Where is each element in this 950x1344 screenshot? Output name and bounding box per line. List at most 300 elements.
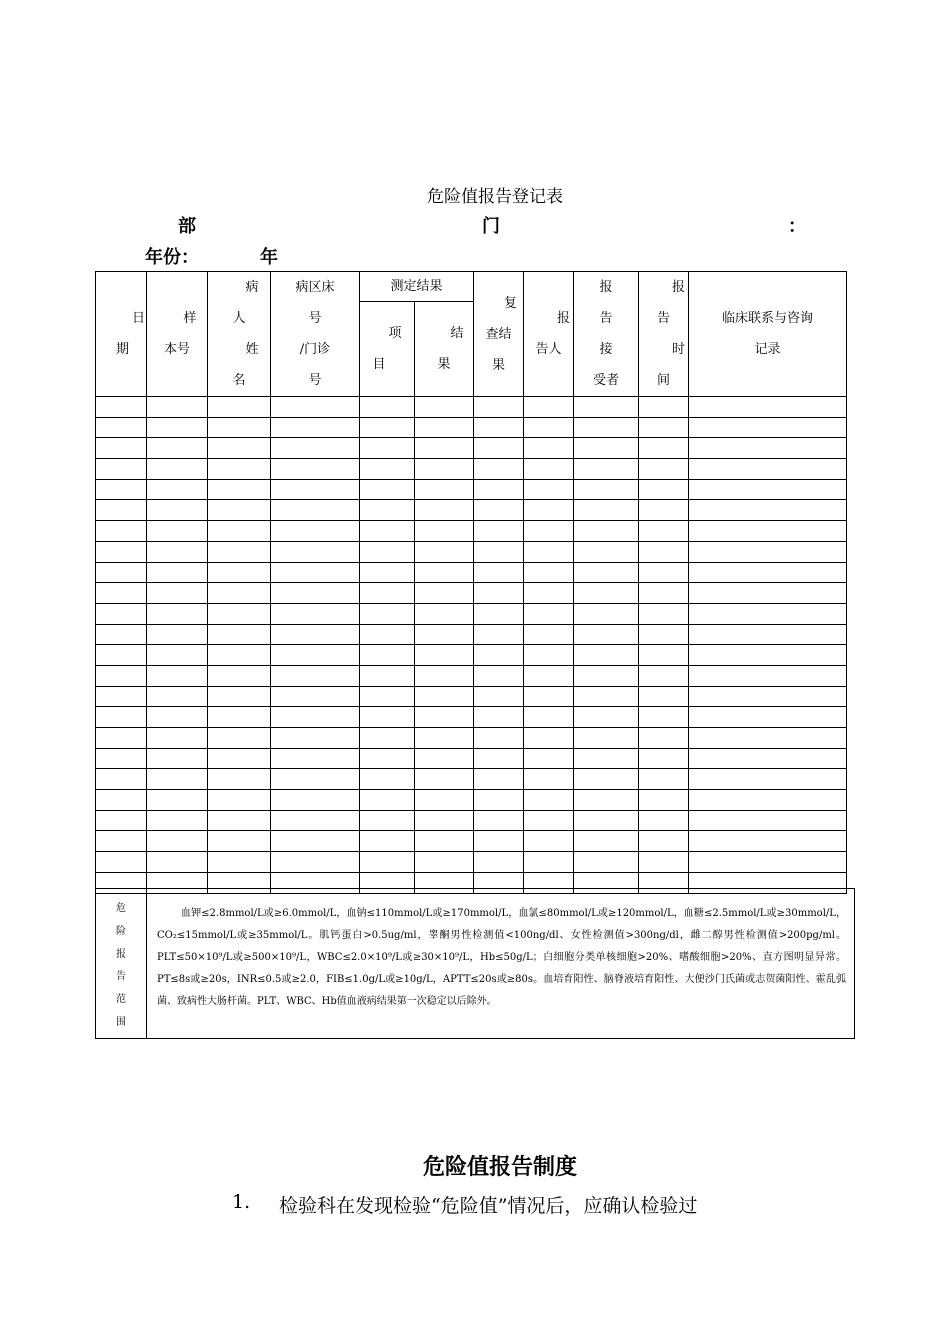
table-cell[interactable] (360, 603, 415, 624)
table-cell[interactable] (147, 397, 208, 418)
table-cell[interactable] (147, 603, 208, 624)
table-cell[interactable] (474, 728, 524, 749)
table-cell[interactable] (639, 769, 689, 790)
table-cell[interactable] (360, 500, 415, 521)
table-row (96, 459, 847, 480)
table-cell[interactable] (415, 479, 474, 500)
table-cell[interactable] (639, 624, 689, 645)
table-cell[interactable] (208, 769, 271, 790)
table-cell[interactable] (474, 665, 524, 686)
table-cell[interactable] (524, 665, 574, 686)
table-cell[interactable] (689, 479, 847, 500)
table-cell[interactable] (271, 521, 360, 542)
range-label-char: 报 (116, 948, 126, 960)
table-cell[interactable] (415, 459, 474, 480)
table-cell[interactable] (415, 831, 474, 852)
table-cell[interactable] (96, 790, 147, 811)
table-cell[interactable] (271, 541, 360, 562)
table-cell[interactable] (639, 583, 689, 604)
year-label: 年份： (145, 247, 199, 268)
table-row (96, 728, 847, 749)
table-cell[interactable] (689, 603, 847, 624)
table-cell[interactable] (574, 686, 639, 707)
table-cell[interactable] (415, 603, 474, 624)
table-cell[interactable] (574, 748, 639, 769)
dept-label-2: 门 (482, 216, 500, 237)
table-cell[interactable] (147, 541, 208, 562)
table-cell[interactable] (474, 686, 524, 707)
table-cell[interactable] (689, 831, 847, 852)
table-row (96, 852, 847, 873)
table-cell[interactable] (360, 748, 415, 769)
danger-range-text: 血钾≤2.8mmol/L或≥6.0mmol/L，血钠≤110mmol/L或≥170mmol/L，血氯≤80mmol/L或≥120mmol/L，血糖≤2.5mmol/L或≥30mmol/L，CO₂≤15mmol/L或≥35mmol/L。肌钙蛋白>0.5ug/ml，睾酮男性检测值<100ng/dl、女性检测值>300ng/dl，雌二醇男性检测值>200pg/ml。PLT≤50×10⁹/L或≥500×10⁹/L，WBC≤2.0×10⁹/L或≥30×10⁹/L，Hb≤50g/L；白细胞分类单核细胞>20%、嗜酸细胞>20%、直方图明显异常。PT≤8s或≥20s，INR≤0.5或≥2.0，FIB≤1.0g/L或≥10g/L，APTT≤20s或≥80s。血培育阳性、脑脊液培育阳性、大便沙门氏菌或志贺菌阳性、霍乱弧菌、致病性大肠杆菌。PLT、WBC、Hb值血液病结果第一次稳定以后除外。 (157, 908, 846, 1007)
table-cell[interactable] (524, 852, 574, 873)
table-cell[interactable] (415, 624, 474, 645)
table-cell[interactable] (415, 665, 474, 686)
table-cell[interactable] (574, 645, 639, 666)
table-cell[interactable] (271, 728, 360, 749)
table-cell[interactable] (474, 810, 524, 831)
table-cell[interactable] (360, 852, 415, 873)
danger-range-box (95, 888, 855, 1039)
table-cell[interactable] (208, 521, 271, 542)
table-cell[interactable] (208, 459, 271, 480)
table-cell[interactable] (415, 686, 474, 707)
table-cell[interactable] (689, 810, 847, 831)
header-time: 报 告 时 间 (639, 272, 689, 397)
table-cell[interactable] (147, 521, 208, 542)
table-cell[interactable] (639, 686, 689, 707)
danger-range-label (96, 889, 147, 1038)
table-cell[interactable] (689, 541, 847, 562)
table-cell[interactable] (524, 521, 574, 542)
table-row (96, 686, 847, 707)
table-cell[interactable] (271, 417, 360, 438)
table-cell[interactable] (271, 831, 360, 852)
table-cell[interactable] (574, 707, 639, 728)
dept-label-1: 部 (178, 216, 196, 237)
table-cell[interactable] (524, 417, 574, 438)
table-cell[interactable] (208, 583, 271, 604)
table-cell[interactable] (689, 769, 847, 790)
table-cell[interactable] (271, 645, 360, 666)
header-patient: 病 人 姓 名 (208, 272, 271, 397)
table-cell[interactable] (574, 562, 639, 583)
table-cell[interactable] (208, 438, 271, 459)
table-cell[interactable] (689, 728, 847, 749)
table-cell[interactable] (271, 459, 360, 480)
table-cell[interactable] (208, 810, 271, 831)
table-cell[interactable] (147, 665, 208, 686)
table-cell[interactable] (639, 707, 689, 728)
table-cell[interactable] (474, 831, 524, 852)
table-cell[interactable] (147, 583, 208, 604)
table-row (96, 831, 847, 852)
table-cell[interactable] (208, 479, 271, 500)
table-cell[interactable] (96, 769, 147, 790)
table-cell[interactable] (415, 541, 474, 562)
table-cell[interactable] (208, 686, 271, 707)
table-cell[interactable] (574, 521, 639, 542)
table-cell[interactable] (147, 748, 208, 769)
table-cell[interactable] (639, 479, 689, 500)
table-cell[interactable] (574, 459, 639, 480)
table-cell[interactable] (208, 707, 271, 728)
table-cell[interactable] (271, 583, 360, 604)
table-cell[interactable] (524, 397, 574, 418)
table-cell[interactable] (208, 417, 271, 438)
table-cell[interactable] (96, 707, 147, 728)
table-cell[interactable] (96, 645, 147, 666)
table-cell[interactable] (474, 541, 524, 562)
table-cell[interactable] (360, 438, 415, 459)
table-cell[interactable] (271, 562, 360, 583)
table-cell[interactable] (360, 417, 415, 438)
table-cell[interactable] (689, 583, 847, 604)
table-cell[interactable] (524, 810, 574, 831)
table-cell[interactable] (415, 790, 474, 811)
table-row (96, 665, 847, 686)
table-cell[interactable] (639, 500, 689, 521)
table-cell[interactable] (639, 810, 689, 831)
table-cell[interactable] (147, 769, 208, 790)
table-cell[interactable] (474, 624, 524, 645)
table-cell[interactable] (524, 541, 574, 562)
table-cell[interactable] (415, 583, 474, 604)
table-cell[interactable] (524, 686, 574, 707)
table-row (96, 645, 847, 666)
table-cell[interactable] (96, 459, 147, 480)
table-cell[interactable] (574, 790, 639, 811)
table-cell[interactable] (524, 438, 574, 459)
header-reporter: 报 告人 (524, 272, 574, 397)
table-cell[interactable] (474, 645, 524, 666)
table-cell[interactable] (524, 603, 574, 624)
table-row (96, 603, 847, 624)
table-row (96, 479, 847, 500)
table-cell[interactable] (208, 852, 271, 873)
table-cell[interactable] (639, 645, 689, 666)
range-label-char: 危 (116, 902, 126, 914)
table-cell[interactable] (524, 645, 574, 666)
table-cell[interactable] (689, 790, 847, 811)
table-cell[interactable] (360, 459, 415, 480)
table-cell[interactable] (360, 541, 415, 562)
header-contact: 临床联系与咨询 记录 (689, 272, 847, 397)
table-cell[interactable] (360, 728, 415, 749)
table-cell[interactable] (574, 852, 639, 873)
table-cell[interactable] (96, 831, 147, 852)
table-cell[interactable] (96, 686, 147, 707)
table-row (96, 562, 847, 583)
table-cell[interactable] (639, 831, 689, 852)
table-cell[interactable] (639, 541, 689, 562)
table-cell[interactable] (689, 500, 847, 521)
table-cell[interactable] (689, 748, 847, 769)
table-cell[interactable] (639, 397, 689, 418)
table-row (96, 417, 847, 438)
table-cell[interactable] (271, 624, 360, 645)
table-cell[interactable] (271, 790, 360, 811)
table-cell[interactable] (271, 500, 360, 521)
table-cell[interactable] (96, 810, 147, 831)
table-cell[interactable] (474, 790, 524, 811)
table-row (96, 810, 847, 831)
table-cell[interactable] (474, 397, 524, 418)
table-cell[interactable] (208, 790, 271, 811)
table-cell[interactable] (574, 810, 639, 831)
table-cell[interactable] (96, 583, 147, 604)
table-cell[interactable] (360, 562, 415, 583)
table-cell[interactable] (474, 459, 524, 480)
table-cell[interactable] (524, 583, 574, 604)
table-cell[interactable] (96, 624, 147, 645)
table-cell[interactable] (208, 728, 271, 749)
table-cell[interactable] (474, 562, 524, 583)
header-item: 项 目 (360, 302, 415, 397)
table-cell[interactable] (689, 707, 847, 728)
table-cell[interactable] (474, 748, 524, 769)
table-cell[interactable] (574, 397, 639, 418)
table-cell[interactable] (147, 438, 208, 459)
table-cell[interactable] (360, 479, 415, 500)
table-cell[interactable] (208, 541, 271, 562)
table-cell[interactable] (689, 562, 847, 583)
table-cell[interactable] (639, 748, 689, 769)
table-cell[interactable] (360, 624, 415, 645)
dept-label-3: ： (788, 216, 806, 237)
table-cell[interactable] (474, 583, 524, 604)
table-cell[interactable] (147, 562, 208, 583)
year-unit: 年 (260, 247, 278, 268)
table-cell[interactable] (147, 831, 208, 852)
table-cell[interactable] (689, 438, 847, 459)
table-cell[interactable] (639, 728, 689, 749)
table-cell[interactable] (271, 810, 360, 831)
table-cell[interactable] (689, 417, 847, 438)
table-cell[interactable] (639, 562, 689, 583)
table-cell[interactable] (96, 438, 147, 459)
table-cell[interactable] (639, 438, 689, 459)
table-cell[interactable] (415, 728, 474, 749)
table-row (96, 583, 847, 604)
table-cell[interactable] (271, 479, 360, 500)
header-receiver: 报 告 接 受者 (574, 272, 639, 397)
table-cell[interactable] (474, 852, 524, 873)
table-row (96, 748, 847, 769)
table-cell[interactable] (96, 500, 147, 521)
table-cell[interactable] (360, 769, 415, 790)
table-cell[interactable] (689, 665, 847, 686)
table-cell[interactable] (639, 603, 689, 624)
table-cell[interactable] (208, 748, 271, 769)
table-cell[interactable] (689, 459, 847, 480)
table-cell[interactable] (474, 769, 524, 790)
table-cell[interactable] (689, 686, 847, 707)
table-cell[interactable] (208, 397, 271, 418)
table-row (96, 521, 847, 542)
table-cell[interactable] (360, 686, 415, 707)
range-label-char: 告 (116, 971, 126, 983)
table-cell[interactable] (96, 541, 147, 562)
table-cell[interactable] (360, 831, 415, 852)
policy-title: 危险值报告制度 (422, 1155, 577, 1180)
table-cell[interactable] (574, 603, 639, 624)
table-cell[interactable] (147, 479, 208, 500)
table-cell[interactable] (689, 624, 847, 645)
table-cell[interactable] (415, 500, 474, 521)
table-cell[interactable] (639, 521, 689, 542)
table-cell[interactable] (524, 562, 574, 583)
table-cell[interactable] (96, 748, 147, 769)
table-cell[interactable] (524, 707, 574, 728)
table-cell[interactable] (96, 728, 147, 749)
table-cell[interactable] (271, 397, 360, 418)
table-cell[interactable] (574, 479, 639, 500)
table-cell[interactable] (574, 417, 639, 438)
table-cell[interactable] (474, 521, 524, 542)
table-cell[interactable] (524, 769, 574, 790)
table-cell[interactable] (574, 438, 639, 459)
table-cell[interactable] (415, 748, 474, 769)
table-cell[interactable] (415, 438, 474, 459)
table-cell[interactable] (524, 624, 574, 645)
table-cell[interactable] (147, 728, 208, 749)
table-cell[interactable] (524, 500, 574, 521)
table-cell[interactable] (96, 521, 147, 542)
header-ward: 病区床 号 /门诊 号 (271, 272, 360, 397)
table-row (96, 707, 847, 728)
policy-item-text: 检验科在发现检验“危险值”情况后，应确认检验过 (279, 1195, 698, 1217)
table-cell[interactable] (96, 852, 147, 873)
table-cell[interactable] (147, 686, 208, 707)
table-cell[interactable] (147, 810, 208, 831)
table-cell[interactable] (147, 624, 208, 645)
table-cell[interactable] (415, 707, 474, 728)
table-cell[interactable] (415, 645, 474, 666)
header-sample: 样 本号 (147, 272, 208, 397)
table-cell[interactable] (208, 665, 271, 686)
table-cell[interactable] (415, 521, 474, 542)
table-cell[interactable] (147, 500, 208, 521)
table-cell[interactable] (208, 624, 271, 645)
policy-item-number: 1. (232, 1191, 251, 1213)
table-cell[interactable] (271, 603, 360, 624)
table-cell[interactable] (96, 397, 147, 418)
table-cell[interactable] (147, 707, 208, 728)
table-row (96, 397, 847, 418)
table-cell[interactable] (96, 417, 147, 438)
table-cell[interactable] (360, 645, 415, 666)
table-cell[interactable] (271, 852, 360, 873)
table-cell[interactable] (574, 769, 639, 790)
table-cell[interactable] (271, 707, 360, 728)
range-label-char: 围 (116, 1017, 126, 1029)
table-cell[interactable] (96, 603, 147, 624)
table-cell[interactable] (147, 459, 208, 480)
table-cell[interactable] (524, 831, 574, 852)
table-cell[interactable] (639, 417, 689, 438)
table-cell[interactable] (689, 397, 847, 418)
table-cell[interactable] (360, 583, 415, 604)
table-cell[interactable] (360, 521, 415, 542)
table-row (96, 624, 847, 645)
table-row (96, 769, 847, 790)
table-cell[interactable] (96, 562, 147, 583)
table-row (96, 790, 847, 811)
table-cell[interactable] (208, 603, 271, 624)
table-cell[interactable] (574, 728, 639, 749)
table-cell[interactable] (208, 645, 271, 666)
table-cell[interactable] (524, 479, 574, 500)
table-cell[interactable] (415, 397, 474, 418)
table-cell[interactable] (524, 728, 574, 749)
table-cell[interactable] (574, 624, 639, 645)
table-cell[interactable] (96, 665, 147, 686)
table-cell[interactable] (689, 645, 847, 666)
table-cell[interactable] (208, 831, 271, 852)
table-cell[interactable] (415, 810, 474, 831)
table-cell[interactable] (271, 438, 360, 459)
table-cell[interactable] (639, 665, 689, 686)
table-cell[interactable] (639, 459, 689, 480)
table-cell[interactable] (524, 459, 574, 480)
table-cell[interactable] (574, 831, 639, 852)
table-cell[interactable] (360, 665, 415, 686)
table-cell[interactable] (689, 521, 847, 542)
table-cell[interactable] (147, 852, 208, 873)
table-cell[interactable] (271, 686, 360, 707)
table-cell[interactable] (271, 665, 360, 686)
table-cell[interactable] (574, 583, 639, 604)
table-cell[interactable] (360, 707, 415, 728)
table-cell[interactable] (474, 603, 524, 624)
table-cell[interactable] (208, 562, 271, 583)
table-cell[interactable] (415, 417, 474, 438)
table-cell[interactable] (689, 852, 847, 873)
table-cell[interactable] (474, 500, 524, 521)
table-cell[interactable] (360, 810, 415, 831)
form-title: 危险值报告登记表 (427, 187, 563, 207)
table-cell[interactable] (360, 397, 415, 418)
table-cell[interactable] (639, 790, 689, 811)
table-cell[interactable] (271, 748, 360, 769)
table-cell[interactable] (474, 479, 524, 500)
table-cell[interactable] (524, 748, 574, 769)
table-cell[interactable] (208, 500, 271, 521)
table-cell[interactable] (360, 790, 415, 811)
table-cell[interactable] (96, 479, 147, 500)
table-cell[interactable] (574, 500, 639, 521)
table-cell[interactable] (474, 707, 524, 728)
table-cell[interactable] (574, 665, 639, 686)
table-cell[interactable] (415, 852, 474, 873)
table-cell[interactable] (147, 417, 208, 438)
range-label-char: 范 (116, 994, 126, 1006)
table-cell[interactable] (147, 790, 208, 811)
table-cell[interactable] (271, 769, 360, 790)
table-cell[interactable] (639, 852, 689, 873)
table-cell[interactable] (574, 541, 639, 562)
table-cell[interactable] (474, 438, 524, 459)
table-row (96, 541, 847, 562)
header-result: 结 果 (415, 302, 474, 397)
table-cell[interactable] (147, 645, 208, 666)
table-cell[interactable] (415, 769, 474, 790)
table-cell[interactable] (415, 562, 474, 583)
table-cell[interactable] (474, 417, 524, 438)
table-cell[interactable] (524, 790, 574, 811)
